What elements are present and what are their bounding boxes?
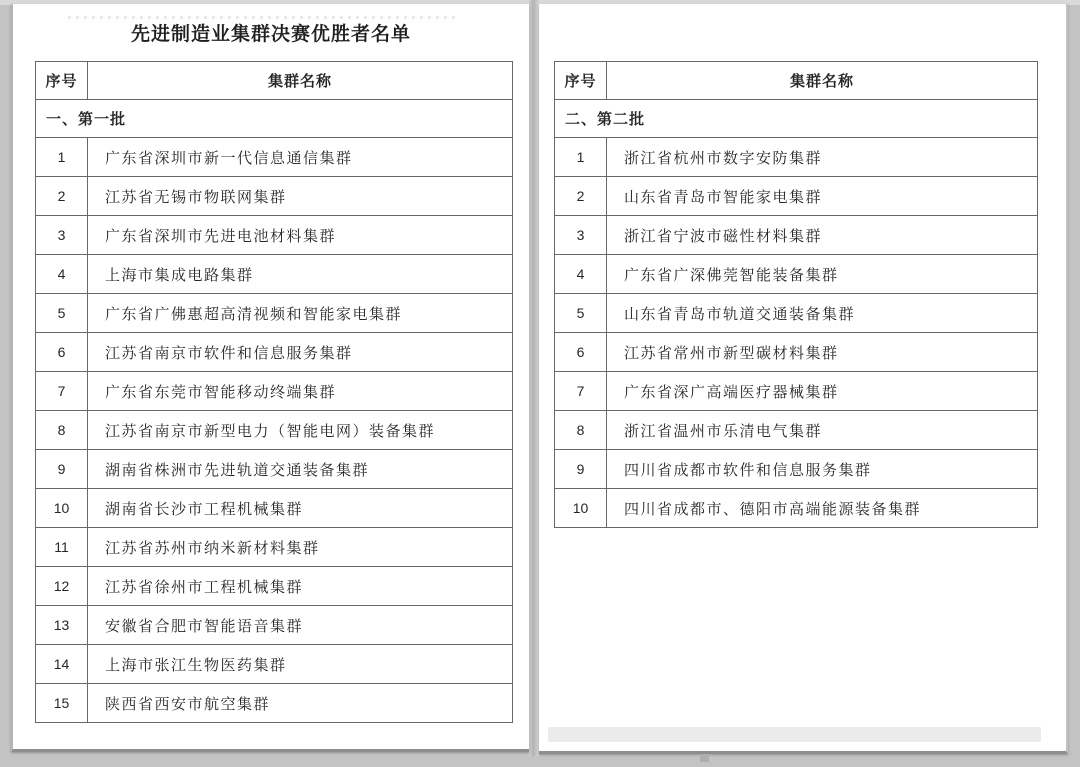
table-row bbox=[36, 567, 513, 606]
row-cluster-name: 四川省成都市软件和信息服务集群 bbox=[607, 450, 1038, 489]
row-cluster-name: 广东省东莞市智能移动终端集群 bbox=[88, 372, 513, 411]
row-index: 3 bbox=[555, 216, 607, 255]
winners-table-batch2 bbox=[554, 61, 1038, 528]
table-row bbox=[36, 372, 513, 411]
row-cluster-name: 广东省广深佛莞智能装备集群 bbox=[607, 255, 1038, 294]
section-label: 一、第一批 bbox=[36, 100, 513, 138]
row-index: 9 bbox=[555, 450, 607, 489]
page-footer-scroll-bar[interactable] bbox=[548, 727, 1041, 742]
header-index: 序号 bbox=[555, 62, 607, 100]
document-title: 先进制造业集群决赛优胜者名单 bbox=[130, 24, 411, 45]
row-index: 6 bbox=[36, 333, 88, 372]
table-row bbox=[36, 645, 513, 684]
row-index: 12 bbox=[36, 567, 88, 606]
table-row bbox=[555, 255, 1038, 294]
row-index: 13 bbox=[36, 606, 88, 645]
table-row bbox=[555, 333, 1038, 372]
winners-table-batch1 bbox=[35, 61, 513, 723]
table-row bbox=[36, 684, 513, 723]
row-cluster-name: 广东省深广高端医疗器械集群 bbox=[607, 372, 1038, 411]
row-cluster-name: 江苏省南京市新型电力（智能电网）装备集群 bbox=[88, 411, 513, 450]
row-index: 2 bbox=[36, 177, 88, 216]
table-row bbox=[555, 411, 1038, 450]
page-1 bbox=[11, 4, 529, 752]
page-gap-shadow bbox=[529, 0, 539, 756]
row-cluster-name: 广东省深圳市先进电池材料集群 bbox=[88, 216, 513, 255]
row-cluster-name: 安徽省合肥市智能语音集群 bbox=[88, 606, 513, 645]
row-cluster-name: 江苏省徐州市工程机械集群 bbox=[88, 567, 513, 606]
row-index: 6 bbox=[555, 333, 607, 372]
row-cluster-name: 上海市张江生物医药集群 bbox=[88, 645, 513, 684]
table-header-row bbox=[36, 62, 513, 100]
table-row bbox=[555, 138, 1038, 177]
section-row-batch1 bbox=[36, 100, 513, 138]
row-cluster-name: 江苏省无锡市物联网集群 bbox=[88, 177, 513, 216]
table-header-row bbox=[555, 62, 1038, 100]
row-index: 10 bbox=[36, 489, 88, 528]
row-cluster-name: 浙江省杭州市数字安防集群 bbox=[607, 138, 1038, 177]
row-index: 4 bbox=[555, 255, 607, 294]
header-name: 集群名称 bbox=[607, 62, 1038, 100]
row-cluster-name: 浙江省温州市乐清电气集群 bbox=[607, 411, 1038, 450]
row-index: 10 bbox=[555, 489, 607, 528]
section-row-batch2 bbox=[555, 100, 1038, 138]
table-row bbox=[555, 450, 1038, 489]
row-cluster-name: 山东省青岛市轨道交通装备集群 bbox=[607, 294, 1038, 333]
row-index: 5 bbox=[555, 294, 607, 333]
scrollbar-tick bbox=[700, 754, 709, 762]
row-index: 3 bbox=[36, 216, 88, 255]
row-index: 8 bbox=[555, 411, 607, 450]
table-row bbox=[36, 528, 513, 567]
table-row bbox=[36, 489, 513, 528]
row-cluster-name: 江苏省南京市软件和信息服务集群 bbox=[88, 333, 513, 372]
row-cluster-name: 江苏省苏州市纳米新材料集群 bbox=[88, 528, 513, 567]
row-index: 9 bbox=[36, 450, 88, 489]
row-cluster-name: 广东省广佛惠超高清视频和智能家电集群 bbox=[88, 294, 513, 333]
section-label: 二、第二批 bbox=[555, 100, 1038, 138]
row-cluster-name: 江苏省常州市新型碳材料集群 bbox=[607, 333, 1038, 372]
table-row bbox=[36, 138, 513, 177]
page-2 bbox=[539, 4, 1068, 754]
table-row bbox=[36, 450, 513, 489]
row-index: 8 bbox=[36, 411, 88, 450]
table-row bbox=[36, 606, 513, 645]
row-index: 1 bbox=[555, 138, 607, 177]
table-row bbox=[555, 489, 1038, 528]
row-index: 4 bbox=[36, 255, 88, 294]
table-row bbox=[36, 333, 513, 372]
row-cluster-name: 四川省成都市、德阳市高端能源装备集群 bbox=[607, 489, 1038, 528]
row-index: 14 bbox=[36, 645, 88, 684]
row-cluster-name: 上海市集成电路集群 bbox=[88, 255, 513, 294]
row-cluster-name: 湖南省长沙市工程机械集群 bbox=[88, 489, 513, 528]
row-cluster-name: 广东省深圳市新一代信息通信集群 bbox=[88, 138, 513, 177]
row-cluster-name: 湖南省株洲市先进轨道交通装备集群 bbox=[88, 450, 513, 489]
table-row bbox=[36, 411, 513, 450]
row-cluster-name: 陕西省西安市航空集群 bbox=[88, 684, 513, 723]
table-row bbox=[555, 294, 1038, 333]
table-row bbox=[555, 177, 1038, 216]
row-index: 7 bbox=[36, 372, 88, 411]
row-index: 11 bbox=[36, 528, 88, 567]
row-cluster-name: 浙江省宁波市磁性材料集群 bbox=[607, 216, 1038, 255]
header-index: 序号 bbox=[36, 62, 88, 100]
row-cluster-name: 山东省青岛市智能家电集群 bbox=[607, 177, 1038, 216]
table-row bbox=[36, 216, 513, 255]
row-index: 5 bbox=[36, 294, 88, 333]
table-row bbox=[36, 255, 513, 294]
table-row bbox=[555, 216, 1038, 255]
row-index: 7 bbox=[555, 372, 607, 411]
table-row bbox=[555, 372, 1038, 411]
table-row bbox=[36, 177, 513, 216]
row-index: 1 bbox=[36, 138, 88, 177]
row-index: 15 bbox=[36, 684, 88, 723]
table-row bbox=[36, 294, 513, 333]
row-index: 2 bbox=[555, 177, 607, 216]
header-name: 集群名称 bbox=[88, 62, 513, 100]
